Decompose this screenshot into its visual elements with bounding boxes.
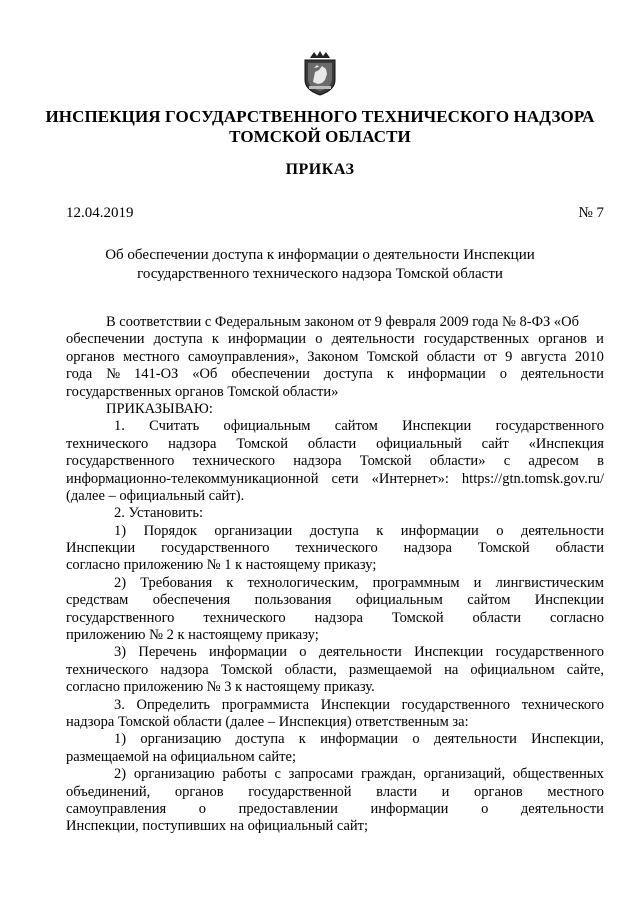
body-word: 3. — [114, 696, 125, 713]
body-word: Определить — [136, 696, 211, 713]
body-word: Инспекции — [66, 540, 136, 557]
body-word: о — [412, 731, 420, 748]
body-word: технического — [66, 661, 149, 678]
body-word: в — [597, 453, 604, 470]
body-word: 2) — [114, 574, 127, 591]
body-word: Томской — [366, 348, 419, 365]
body-word: информации — [370, 800, 449, 817]
body-word: технического — [295, 540, 378, 557]
body-word: 2) — [114, 766, 127, 783]
body-word: надзора — [293, 453, 342, 470]
body-word: о — [198, 800, 206, 817]
body-word: августа — [520, 348, 567, 365]
body-word: 3) — [114, 644, 127, 661]
body-line — [66, 331, 604, 348]
body-word: доступа — [153, 331, 203, 348]
body-word: области — [472, 609, 522, 626]
body-line — [66, 471, 604, 488]
body-word: организаций, — [423, 766, 506, 783]
body-line — [66, 784, 604, 801]
body-line: Инспекции, поступивших на официальный сайт; — [66, 818, 369, 835]
body-line — [66, 418, 604, 435]
body-word: 1. — [114, 418, 125, 435]
body-word: Инспекции — [534, 592, 604, 609]
body-word: органов — [538, 331, 588, 348]
body-word: самоуправления — [66, 800, 167, 817]
body-word: обеспечения — [152, 592, 231, 609]
body-word: деятельности — [331, 331, 415, 348]
body-word: области» — [429, 453, 486, 470]
body-word: технического — [66, 435, 149, 452]
body-word: официальном — [470, 661, 555, 678]
body-word: технического — [203, 609, 286, 626]
body-line — [66, 453, 604, 470]
body-word: государственного — [495, 418, 604, 435]
body-word: надзора — [314, 609, 363, 626]
body-line — [66, 592, 604, 609]
body-word: средствам — [66, 592, 129, 609]
body-line — [66, 575, 604, 592]
body-word: Инспекции — [320, 696, 390, 713]
body-word: сайтом — [467, 592, 511, 609]
body-word: и — [441, 783, 450, 800]
body-word: надзора — [403, 540, 452, 557]
body-word: Инспекции — [414, 644, 484, 661]
body-word: обеспечении — [231, 366, 310, 383]
body-line — [66, 697, 604, 714]
body-word: информации — [320, 731, 399, 748]
document-subject-line1: Об обеспечении доступа к информации о деятельности Инспекции — [105, 247, 535, 263]
body-line — [66, 523, 604, 540]
body-word: органов — [174, 783, 224, 800]
body-word: информации — [228, 331, 307, 348]
body-word: официальный — [376, 435, 462, 452]
body-word: самоуправления», — [187, 348, 299, 365]
body-word: о — [496, 522, 504, 539]
body-word: официальным — [355, 592, 443, 609]
organization-title-line1: ИНСПЕКЦИЯ ГОСУДАРСТВЕННОГО ТЕХНИЧЕСКОГО НАДЗОРА — [45, 107, 595, 126]
document-date: 12.04.2019 — [66, 205, 134, 221]
body-word: государственного — [66, 609, 175, 626]
body-word: программным — [372, 574, 460, 591]
body-word: информационно-телекоммуникационной — [66, 470, 319, 487]
body-word: с — [274, 766, 281, 783]
body-word: органов — [474, 783, 523, 800]
body-word: местного — [123, 348, 180, 365]
body-word: организацию — [140, 731, 222, 748]
body-word: «Об — [192, 366, 218, 383]
body-line: приложению № 2 к настоящему приказу; — [66, 627, 319, 644]
body-word: к — [211, 331, 219, 348]
body-word: Инспекции — [402, 418, 472, 435]
body-word: информации — [407, 366, 486, 383]
body-word: сети — [331, 470, 359, 487]
body-word: на — [444, 661, 459, 678]
body-word: области — [307, 435, 357, 452]
body-word: пользования — [254, 592, 332, 609]
body-word: граждан, — [360, 766, 416, 783]
body-line: размещаемой на официальном сайте; — [66, 748, 296, 765]
document-type: ПРИКАЗ — [285, 161, 355, 178]
body-word: органов — [66, 348, 115, 365]
body-word: Порядок — [143, 522, 197, 539]
body-word: деятельности — [520, 366, 604, 383]
body-word: информации — [209, 644, 287, 661]
body-word: № — [106, 366, 121, 383]
body-word: к — [376, 522, 384, 539]
body-line — [66, 662, 604, 679]
body-word: согласно — [549, 609, 604, 626]
body-word: организацию — [133, 766, 215, 783]
body-word: доступа — [235, 731, 285, 748]
body-word: государственных — [423, 331, 530, 348]
coat-of-arms-icon — [300, 50, 340, 96]
body-word: 141-ОЗ — [133, 366, 179, 383]
body-word: деятельности — [520, 800, 604, 817]
body-word: запросами — [288, 766, 354, 783]
body-word: области, — [284, 661, 337, 678]
body-word: о — [299, 644, 307, 661]
body-line — [66, 644, 604, 661]
body-line: надзора Томской области (далее – Инспекция) ответственным за: — [66, 713, 469, 730]
body-word: местного — [547, 783, 604, 800]
body-word: власти — [376, 783, 418, 800]
body-word: государственного — [495, 644, 604, 661]
body-word: технического — [192, 453, 275, 470]
body-word: области — [426, 348, 476, 365]
body-word: объединений, — [66, 783, 151, 800]
body-word: о — [499, 366, 507, 383]
body-word: официальным — [223, 418, 311, 435]
body-line: ПРИКАЗЫВАЮ: — [106, 400, 213, 417]
body-word: 1) — [114, 522, 127, 539]
body-word: 2010 — [574, 348, 604, 365]
body-word: государственного — [66, 453, 175, 470]
body-word: общественных — [512, 766, 604, 783]
body-word: Томской — [220, 661, 273, 678]
body-word: доступа — [309, 522, 359, 539]
body-line: согласно приложению № 3 к настоящему приказу. — [66, 679, 375, 696]
body-word: «Интернет»: — [371, 470, 449, 487]
body-word: Инспекции, — [531, 731, 604, 748]
body-word: технологическим, — [247, 574, 359, 591]
body-word: года — [66, 366, 93, 383]
body-word: https://gtn.tomsk.gov.ru/ — [461, 470, 604, 487]
body-word: области — [555, 540, 604, 557]
body-word: надзора — [160, 661, 209, 678]
body-line — [66, 801, 604, 818]
body-word: к — [226, 574, 234, 591]
document-number: № 7 — [578, 205, 604, 221]
body-word: государственной — [248, 783, 352, 800]
body-word: Законом — [307, 348, 359, 365]
body-word: программиста — [221, 696, 310, 713]
body-line — [66, 731, 604, 748]
body-word: государственного — [401, 696, 511, 713]
body-line — [66, 610, 604, 627]
body-word: деятельности — [318, 644, 402, 661]
body-word: технического — [521, 696, 604, 713]
body-word: о — [315, 331, 323, 348]
body-line — [66, 436, 604, 453]
body-word: 1) — [114, 731, 127, 748]
body-word: 9 — [505, 348, 513, 365]
body-line — [66, 540, 604, 557]
body-word: «Инспекция — [528, 435, 604, 452]
body-line: государственных органов Томской области» — [66, 383, 339, 400]
body-word: Считать — [149, 418, 200, 435]
body-word: предоставлении — [238, 800, 338, 817]
body-word: Томской — [391, 609, 444, 626]
body-line: 2. Установить: — [114, 505, 204, 522]
body-word: доступа — [323, 366, 373, 383]
body-word: работы — [222, 766, 267, 783]
body-word: с — [503, 453, 511, 470]
body-word: Требования — [140, 574, 213, 591]
body-word: обеспечении — [66, 331, 145, 348]
body-word: сайт — [481, 435, 509, 452]
body-word: сайте, — [566, 661, 604, 678]
body-word: деятельности — [520, 522, 604, 539]
body-word: Томской — [236, 435, 288, 452]
body-word: адресом — [528, 453, 579, 470]
body-word: информации — [400, 522, 479, 539]
body-word: и — [596, 331, 604, 348]
body-word: Перечень — [138, 644, 197, 661]
body-line — [66, 349, 604, 366]
body-word: и — [473, 574, 482, 591]
body-word: сайтом — [334, 418, 378, 435]
body-line: (далее – официальный сайт). — [66, 487, 245, 504]
body-word: к — [298, 731, 306, 748]
body-word: лингвистическим — [495, 574, 604, 591]
body-line — [66, 766, 604, 783]
body-word: надзора — [168, 435, 217, 452]
body-word: о — [481, 800, 489, 817]
document-body — [66, 314, 604, 836]
body-line — [66, 366, 604, 383]
organization-title-line2: ТОМСКОЙ ОБЛАСТИ — [229, 127, 411, 146]
document-subject-line2: государственного технического надзора Томской области — [137, 266, 503, 282]
body-word: организации — [214, 522, 293, 539]
body-word: к — [386, 366, 394, 383]
body-word: Томской — [477, 540, 530, 557]
body-word: Томской — [359, 453, 412, 470]
body-word: размещаемой — [348, 661, 432, 678]
body-line: В соответствии с Федеральным законом от 9 февраля 2009 года № 8-ФЗ «Об — [106, 314, 580, 330]
body-line: согласно приложению № 1 к настоящему приказу; — [66, 557, 377, 574]
body-word: от — [483, 348, 497, 365]
body-word: деятельности — [433, 731, 517, 748]
body-word: государственного — [161, 540, 270, 557]
